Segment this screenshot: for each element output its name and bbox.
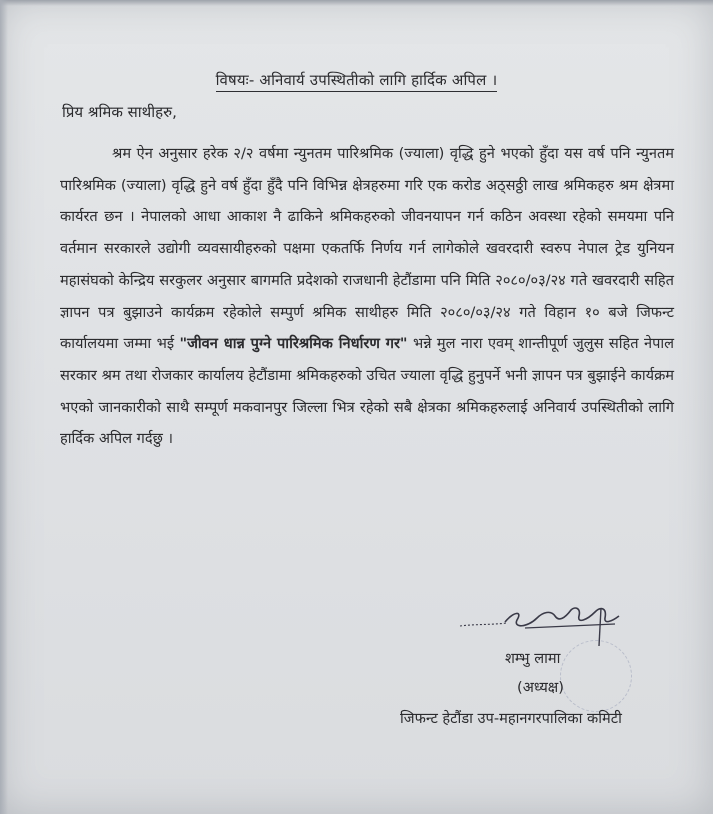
signatory-name: शम्भु लामा: [505, 650, 561, 667]
letter-salutation: प्रिय श्रमिक साथीहरु,: [62, 103, 177, 121]
paper-edge-shadow-top: [0, 0, 713, 6]
body-slogan: "जीवन धान्न पुग्ने पारिश्रमिक निर्धारण गर": [179, 335, 408, 353]
letter-subject: [0, 70, 713, 90]
letter-body: [60, 138, 674, 455]
signatory-role: (अध्यक्ष): [517, 679, 564, 696]
faint-stamp-seal: [560, 640, 632, 712]
subject-text: विषयः- अनिवार्य उपस्थितीको लागि हार्दिक अपिल ।: [216, 71, 498, 92]
organization-name: जिफन्ट हेटौंडा उप-महानगरपालिका कमिटी: [400, 710, 622, 727]
body-part-2: भन्ने मुल नारा एवम् शान्तीपूर्ण जुलुस सहित नेपाल सरकार श्रम तथा रोजकार कार्यालय हेटौंडामा श्रमिकहरुको उचित ज्याला वृद्धि हुनुपर्ने भनी ज्ञापन पत्र बुझाईने कार्यक्रम भएको जानकारीको साथै सम्पूर्ण मकवानपुर जिल्ला भित्र रहेको सबै क्षेत्रका श्रमिकहरुलाई अनिवार्य उपस्थितीको लागि हार्दिक अपिल गर्दछु ।: [60, 335, 675, 448]
body-part-1: श्रम ऐन अनुसार हरेक २/२ वर्षमा न्युनतम पारिश्रमिक (ज्याला) वृद्धि हुने भएको हुँदा यस वर्ष पनि न्युनतम पारिश्रमिक (ज्याला) वृद्धि हुने वर्ष हुँदा हुँदै पनि विभिन्न क्षेत्रहरुमा गरि एक करोड अठ्सठ्ठी लाख श्रमिकहरु श्रम क्षेत्रमा कार्यरत छन । नेपालको आधा आकाश नै ढाकिने श्रमिकहरुको जीवनयापन गर्न कठिन अवस्था रहेको समयमा पनि वर्तमान सरकारले उद्योगी व्यवसायीहरुको पक्षमा एकतर्फि निर्णय गर्न लागेकोले खवरदारी स्वरुप नेपाल ट्रेड युनियन महासंघको केन्द्रिय सरकुलर अनुसार बागमति प्रदेशको राजधानी हेटौंडामा पनि मिति २०८०/०३/२४ गते खवरदारी सहित ज्ञापन पत्र बुझाउने कार्यक्रम रहेकोले सम्पुर्ण श्रमिक साथीहरु मिति २०८०/०३/२४ गते विहान १० बजे जिफन्ट कार्यालयमा जम्मा भई: [60, 145, 674, 353]
paper-edge-shadow-left: [0, 0, 8, 814]
